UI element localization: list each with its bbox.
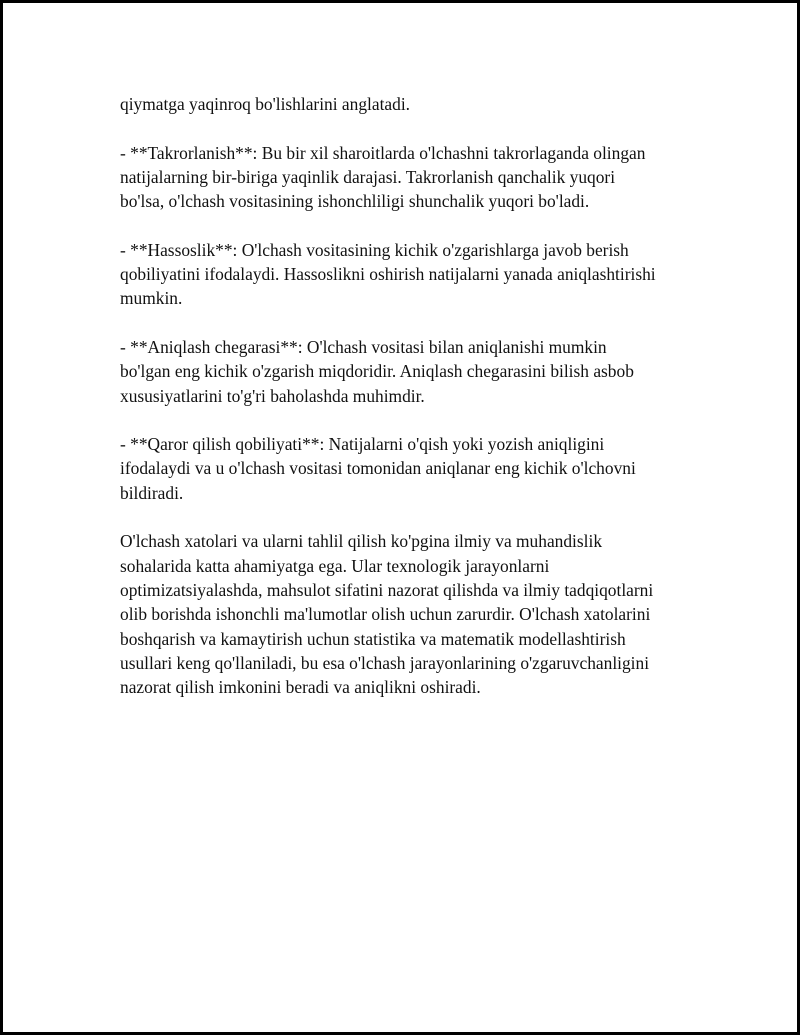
paragraph-qaror-qilish [120, 432, 720, 505]
document-body [120, 92, 720, 724]
paragraph-conclusion [120, 529, 720, 699]
text-line: O'lchash xatolari va ularni tahlil qilish ko'pgina ilmiy va muhandislik [120, 531, 603, 552]
text-line: nazorat qilish imkonini beradi va aniqlikni oshiradi. [120, 677, 481, 698]
text-line: xususiyatlarini to'g'ri baholashda muhimdir. [120, 385, 425, 406]
text-line: bo'lgan eng kichik o'zgarish miqdoridir. Aniqlash chegarasini bilish asbob [120, 361, 634, 382]
paragraph-aniqlash-chegarasi [120, 335, 720, 408]
text-line: usullari keng qo'llaniladi, bu esa o'lchash jarayonlarining o'zgaruvchanligini [120, 652, 650, 673]
text-line: bo'lsa, o'lchash vositasining ishonchliligi shunchalik yuqori bo'ladi. [120, 191, 590, 212]
text-line: sohalarida katta ahamiyatga ega. Ular texnologik jarayonlarni [120, 555, 550, 576]
text-line: - **Takrorlanish**: Bu bir xil sharoitlarda o'lchashni takrorlaganda olingan [120, 142, 646, 163]
text-line: mumkin. [120, 288, 183, 309]
text-line: ifodalaydi va u o'lchash vositasi tomonidan aniqlanar eng kichik o'lchovni [120, 458, 636, 479]
text-line: bildiradi. [120, 482, 184, 503]
paragraph-continuation [120, 92, 720, 116]
text-line: optimizatsiyalashda, mahsulot sifatini nazorat qilishda va ilmiy tadqiqotlarni [120, 579, 654, 600]
text-line: natijalarning bir-biriga yaqinlik darajasi. Takrorlanish qanchalik yuqori [120, 166, 616, 187]
text-line: boshqarish va kamaytirish uchun statistika va matematik modellashtirish [120, 628, 626, 649]
text-line: qiymatga yaqinroq bo'lishlarini anglatadi. [120, 94, 411, 114]
text-line: - **Hassoslik**: O'lchash vositasining kichik o'zgarishlarga javob berish [120, 239, 629, 260]
text-line: - **Qaror qilish qobiliyati**: Natijalarni o'qish yoki yozish aniqligini [120, 434, 605, 455]
text-line: olib borishda ishonchli ma'lumotlar olish uchun zarurdir. O'lchash xatolarini [120, 604, 651, 625]
text-line: qobiliyatini ifodalaydi. Hassoslikni oshirish natijalarni yanada aniqlashtirishi [120, 264, 656, 285]
paragraph-takrorlanish [120, 141, 720, 214]
text-line: - **Aniqlash chegarasi**: O'lchash vositasi bilan aniqlanishi mumkin [120, 336, 607, 357]
paragraph-hassoslik [120, 238, 720, 311]
